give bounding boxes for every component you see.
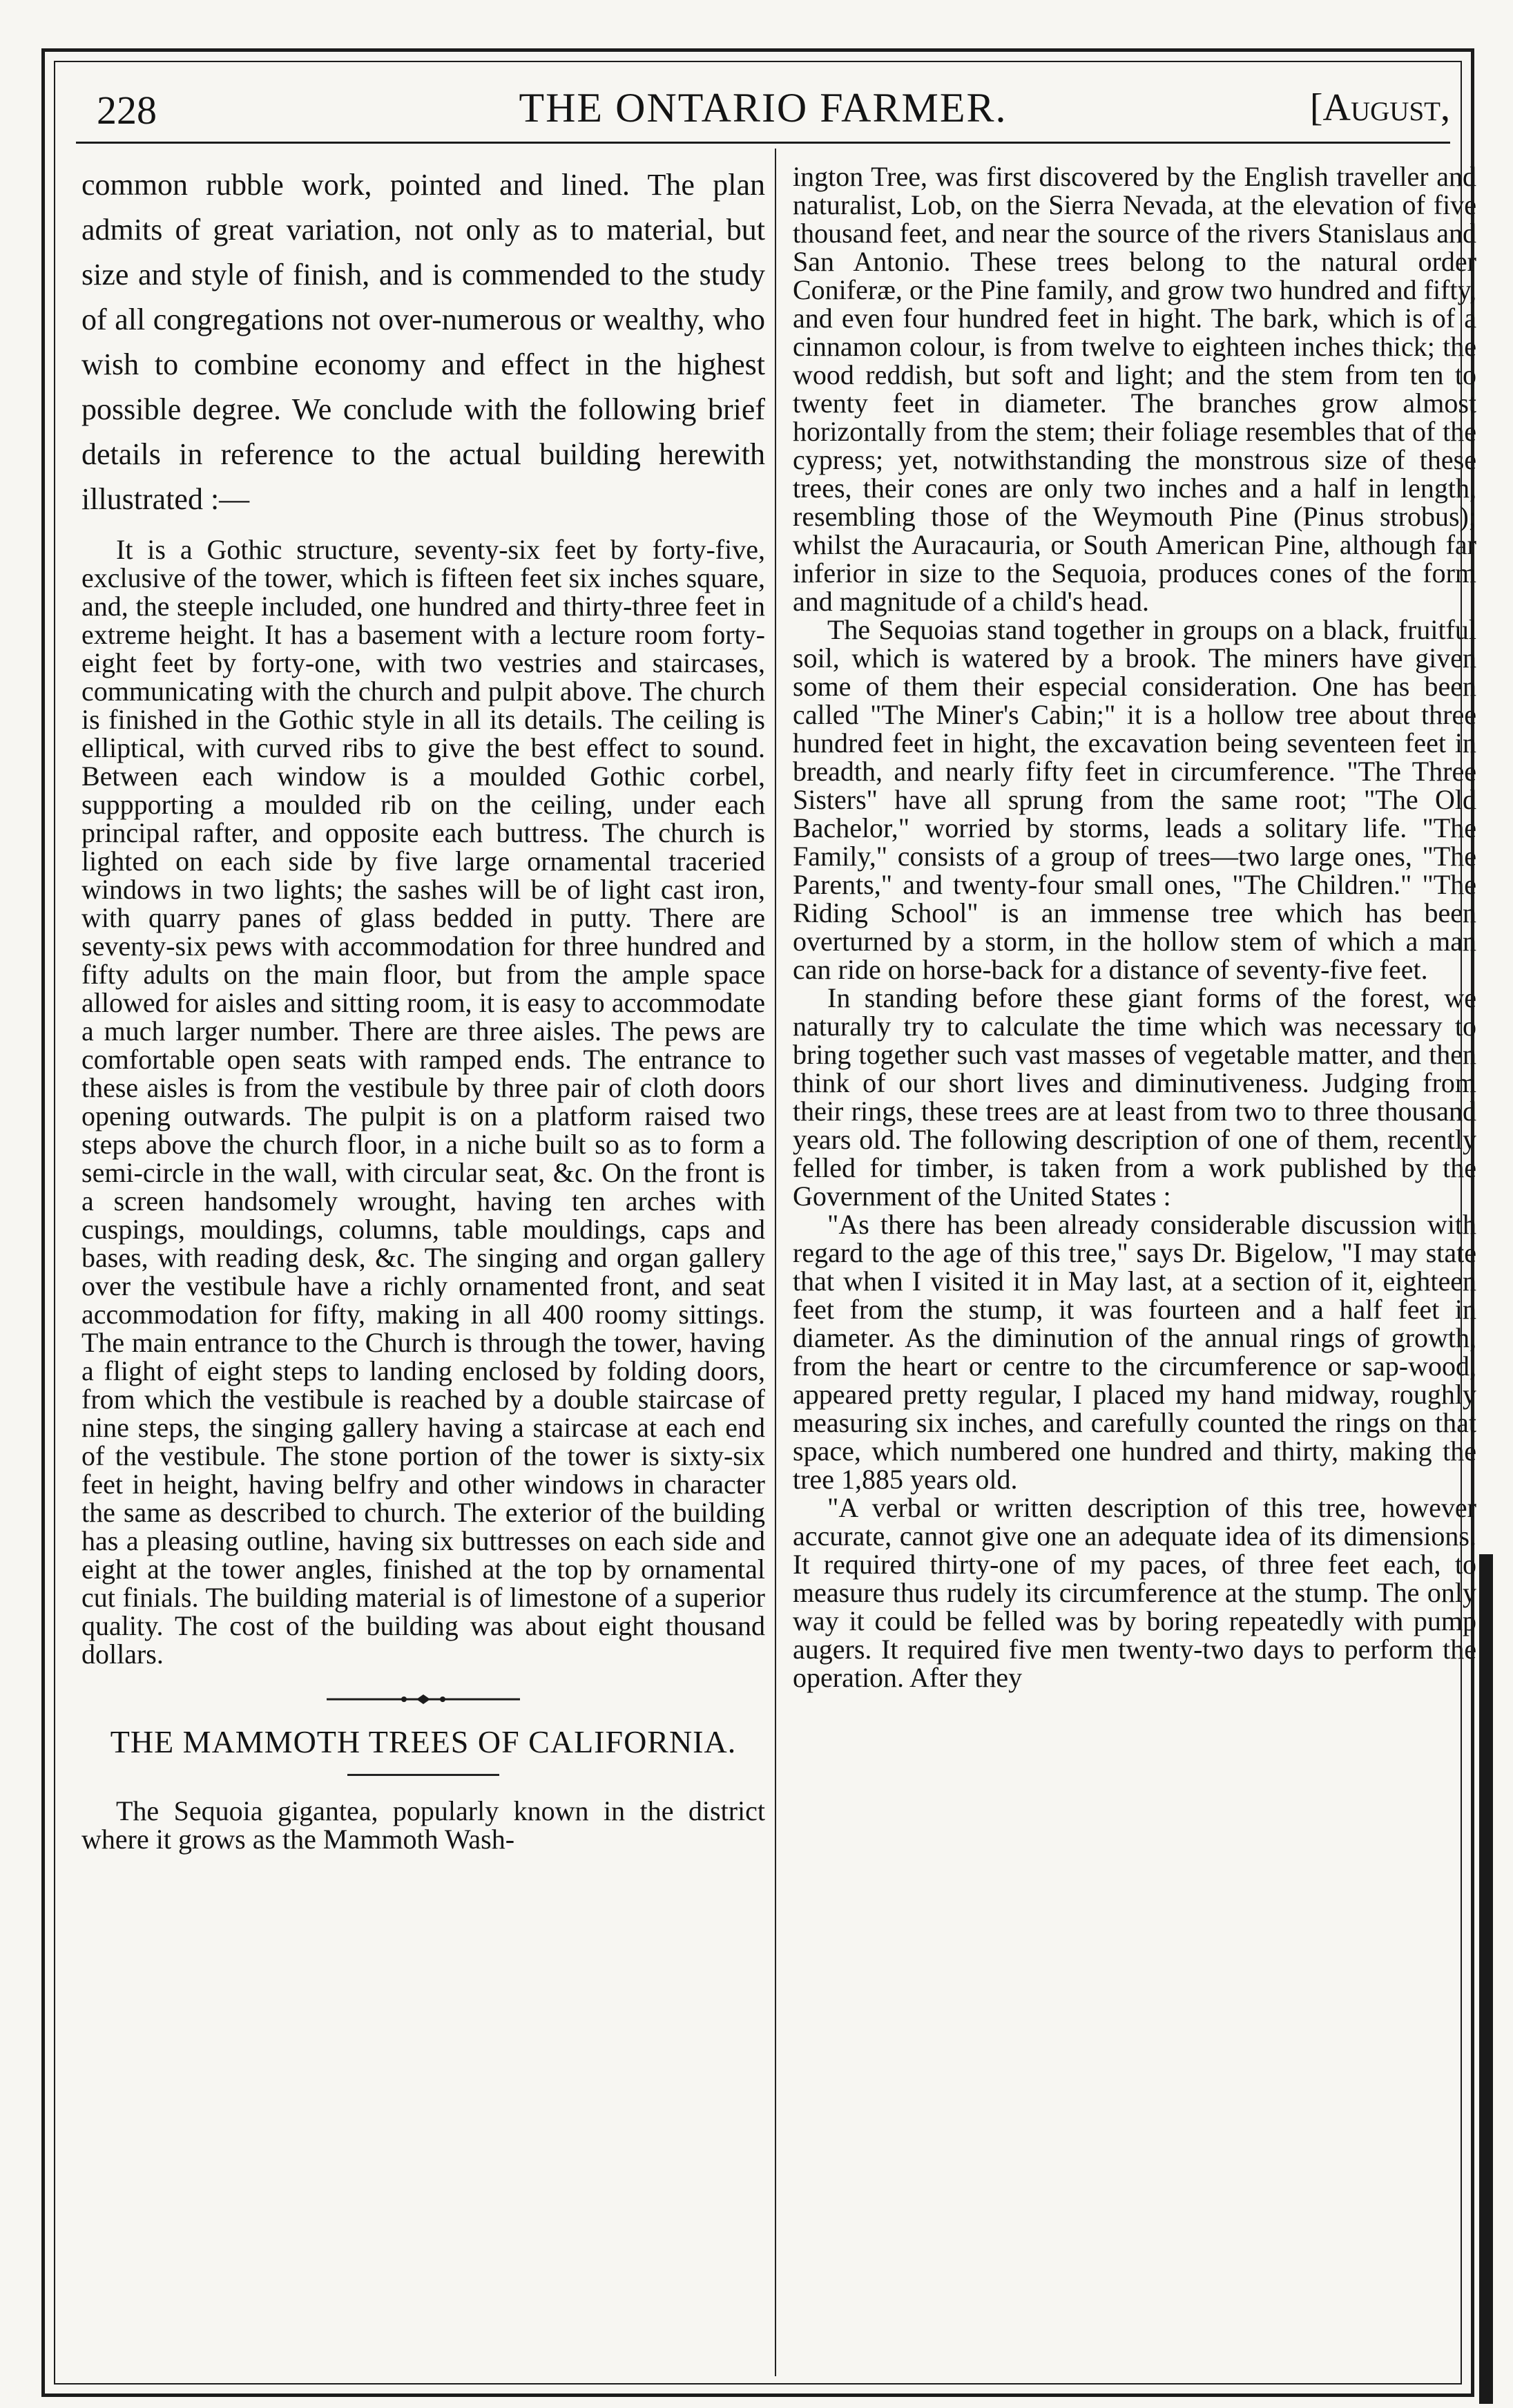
- paragraph-tree-description: ington Tree, was first discovered by the English traveller and naturalist, Lob, on the Sierra Nevada, at the elevation of five thousand feet, and near the source of the rivers Stanislaus and San Antonio. These trees belong to the natural order Coniferæ, or the Pine family, and grow two hundred and fifty, and even four hundred feet in hight. The bark, which is of a cinnamon colour, is from twelve to eighteen inches thick; the wood reddish, but soft and light; and the stem from ten to twenty feet in diameter. The branches grow almost horizontally from the stem; their foliage resembles that of the cypress; yet, notwithstanding the monstrous size of these trees, their cones are only two inches and a half in length, resembling those of the Weymouth Pine (Pinus strobus); whilst the Auracauria, or South American Pine, although far inferior in size to the Sequoia, produces cones of the form and magnitude of a child's head.: [793, 161, 1476, 617]
- paragraph-tree-names: The Sequoias stand together in groups on a black, fruitful soil, which is watered by a brook. The miners have given some of them their especial consideration. One has been called "The Miner's Cabin;" it is a hollow tree about three hundred feet in hight, the excavation being seventeen feet in breadth, and nearly fifty feet in circumference. "The Three Sisters" have all sprung from the same root; "The Old Bachelor," worried by storms, leads a solitary life. "The Family," consists of a group of trees—two large ones, "The Parents," and twenty-four small ones, "The Children." "The Riding School" is an immense tree which has been overturned by a storm, in the hollow stem of which a man can ride on horse-back for a distance of seventy-five feet.: [793, 614, 1476, 985]
- section-title: THE MAMMOTH TREES OF CALIFORNIA.: [110, 1724, 737, 1759]
- page-number: 228: [97, 88, 157, 133]
- paragraph-dimensions-quote: "A verbal or written description of this tree, however accurate, cannot give one an adequate idea of its dimensions. It required thirty-one of my paces, of three feet each, to measure thus rudely its circumference at the stump. The only way it could be felled was by boring repeatedly with pump augers. It required five men twenty-two days to perform the operation. After they: [793, 1492, 1476, 1693]
- publication-title: THE ONTARIO FARMER.: [519, 85, 1008, 131]
- section-ornament: [327, 1693, 520, 1705]
- section-intro: The Sequoia gigantea, popularly known in the district where it grows as the Mammoth Wash-: [81, 1795, 765, 1855]
- right-column: [793, 162, 1476, 1692]
- left-column: [81, 162, 765, 1853]
- binding-edge: [1479, 1554, 1493, 2404]
- page-header: [76, 76, 1450, 144]
- building-description: It is a Gothic structure, seventy-six feet by forty-five, exclusive of the tower, which is fifteen feet six inches square, and, the steeple included, one hundred and thirty-three feet in extreme height. It has a basement with a lecture room forty-eight feet by forty-one, with two vestries and staircases, communicating with the church and pulpit above. The church is finished in the Gothic style in all its details. The ceiling is elliptical, with curved ribs to give the best effect to sound. Between each window is a moulded Gothic corbel, suppporting a moulded rib on the ceiling, under each principal rafter, and opposite each buttress. The church is lighted on each side by five large ornamental traceried windows in two lights; the sashes will be of light cast iron, with quarry panes of glass bedded in putty. There are seventy-six pews with accommodation for three hundred and fifty adults on the main floor, but from the ample space allowed for aisles and sitting room, it is easy to accommodate a much larger number. There are three aisles. The pews are comfortable open seats with ramped ends. The entrance to these aisles is from the vestibule by three pair of cloth doors opening outwards. The pulpit is on a platform raised two steps above the church floor, in a niche built so as to form a semi-circle in the wall, with circular seat, &c. On the front is a screen handsomely wrought, having ten arches with cuspings, mouldings, columns, table mouldings, caps and bases, with reading desk, &c. The singing and organ gallery over the vestibule have a richly ornamented front, and seat accommodation for fifty, making in all 400 roomy sittings. The main entrance to the Church is through the tower, having a flight of eight steps to landing enclosed by folding doors, from which the vestibule is reached by a double staircase of nine steps, the singing gallery having a staircase at each end of the vestibule. The stone portion of the tower is sixty-six feet in height, having belfry and other windows in character the same as described to church. The exterior of the building has a pleasing outline, having six buttresses on each side and eight at the tower angles, finished at the top by ornamental cut finials. The building material is of limestone of a superior quality. The cost of the building was about eight thousand dollars.: [81, 534, 765, 1670]
- paragraph-tree-age: In standing before these giant forms of the forest, we naturally try to calculate the time which was necessary to bring together such vast masses of vegetable matter, and then think of our short lives and diminutiveness. Judging from their rings, these trees are at least from two to three thousand years old. The following description of one of them, recently felled for timber, is taken from a work published by the Government of the United States :: [793, 982, 1476, 1212]
- column-divider: [775, 149, 776, 2376]
- paragraph-bigelow-quote: "As there has been already considerable discussion with regard to the age of this tree," says Dr. Bigelow, "I may state that when I visited it in May last, at a section of it, eighteen feet from the stump, it was fourteen and a half feet in diameter. As the diminution of the annual rings of growth, from the heart or centre to the circumference or sap-wood, appeared pretty regular, I placed my hand midway, roughly measuring six inches, and carefully counted the rings on that space, which numbered one hundred and thirty, making the tree 1,885 years old.: [793, 1209, 1476, 1495]
- title-rule: [347, 1774, 499, 1776]
- intro-paragraph: common rubble work, pointed and lined. The plan admits of great variation, not only as to material, but size and style of finish, and is commended to the study of all congregations not over-numerous or wealthy, who wish to combine economy and effect in the highest possible degree. We conclude with the following brief details in reference to the actual building herewith illustrated :—: [81, 168, 765, 516]
- issue-month: [August,: [1309, 86, 1450, 129]
